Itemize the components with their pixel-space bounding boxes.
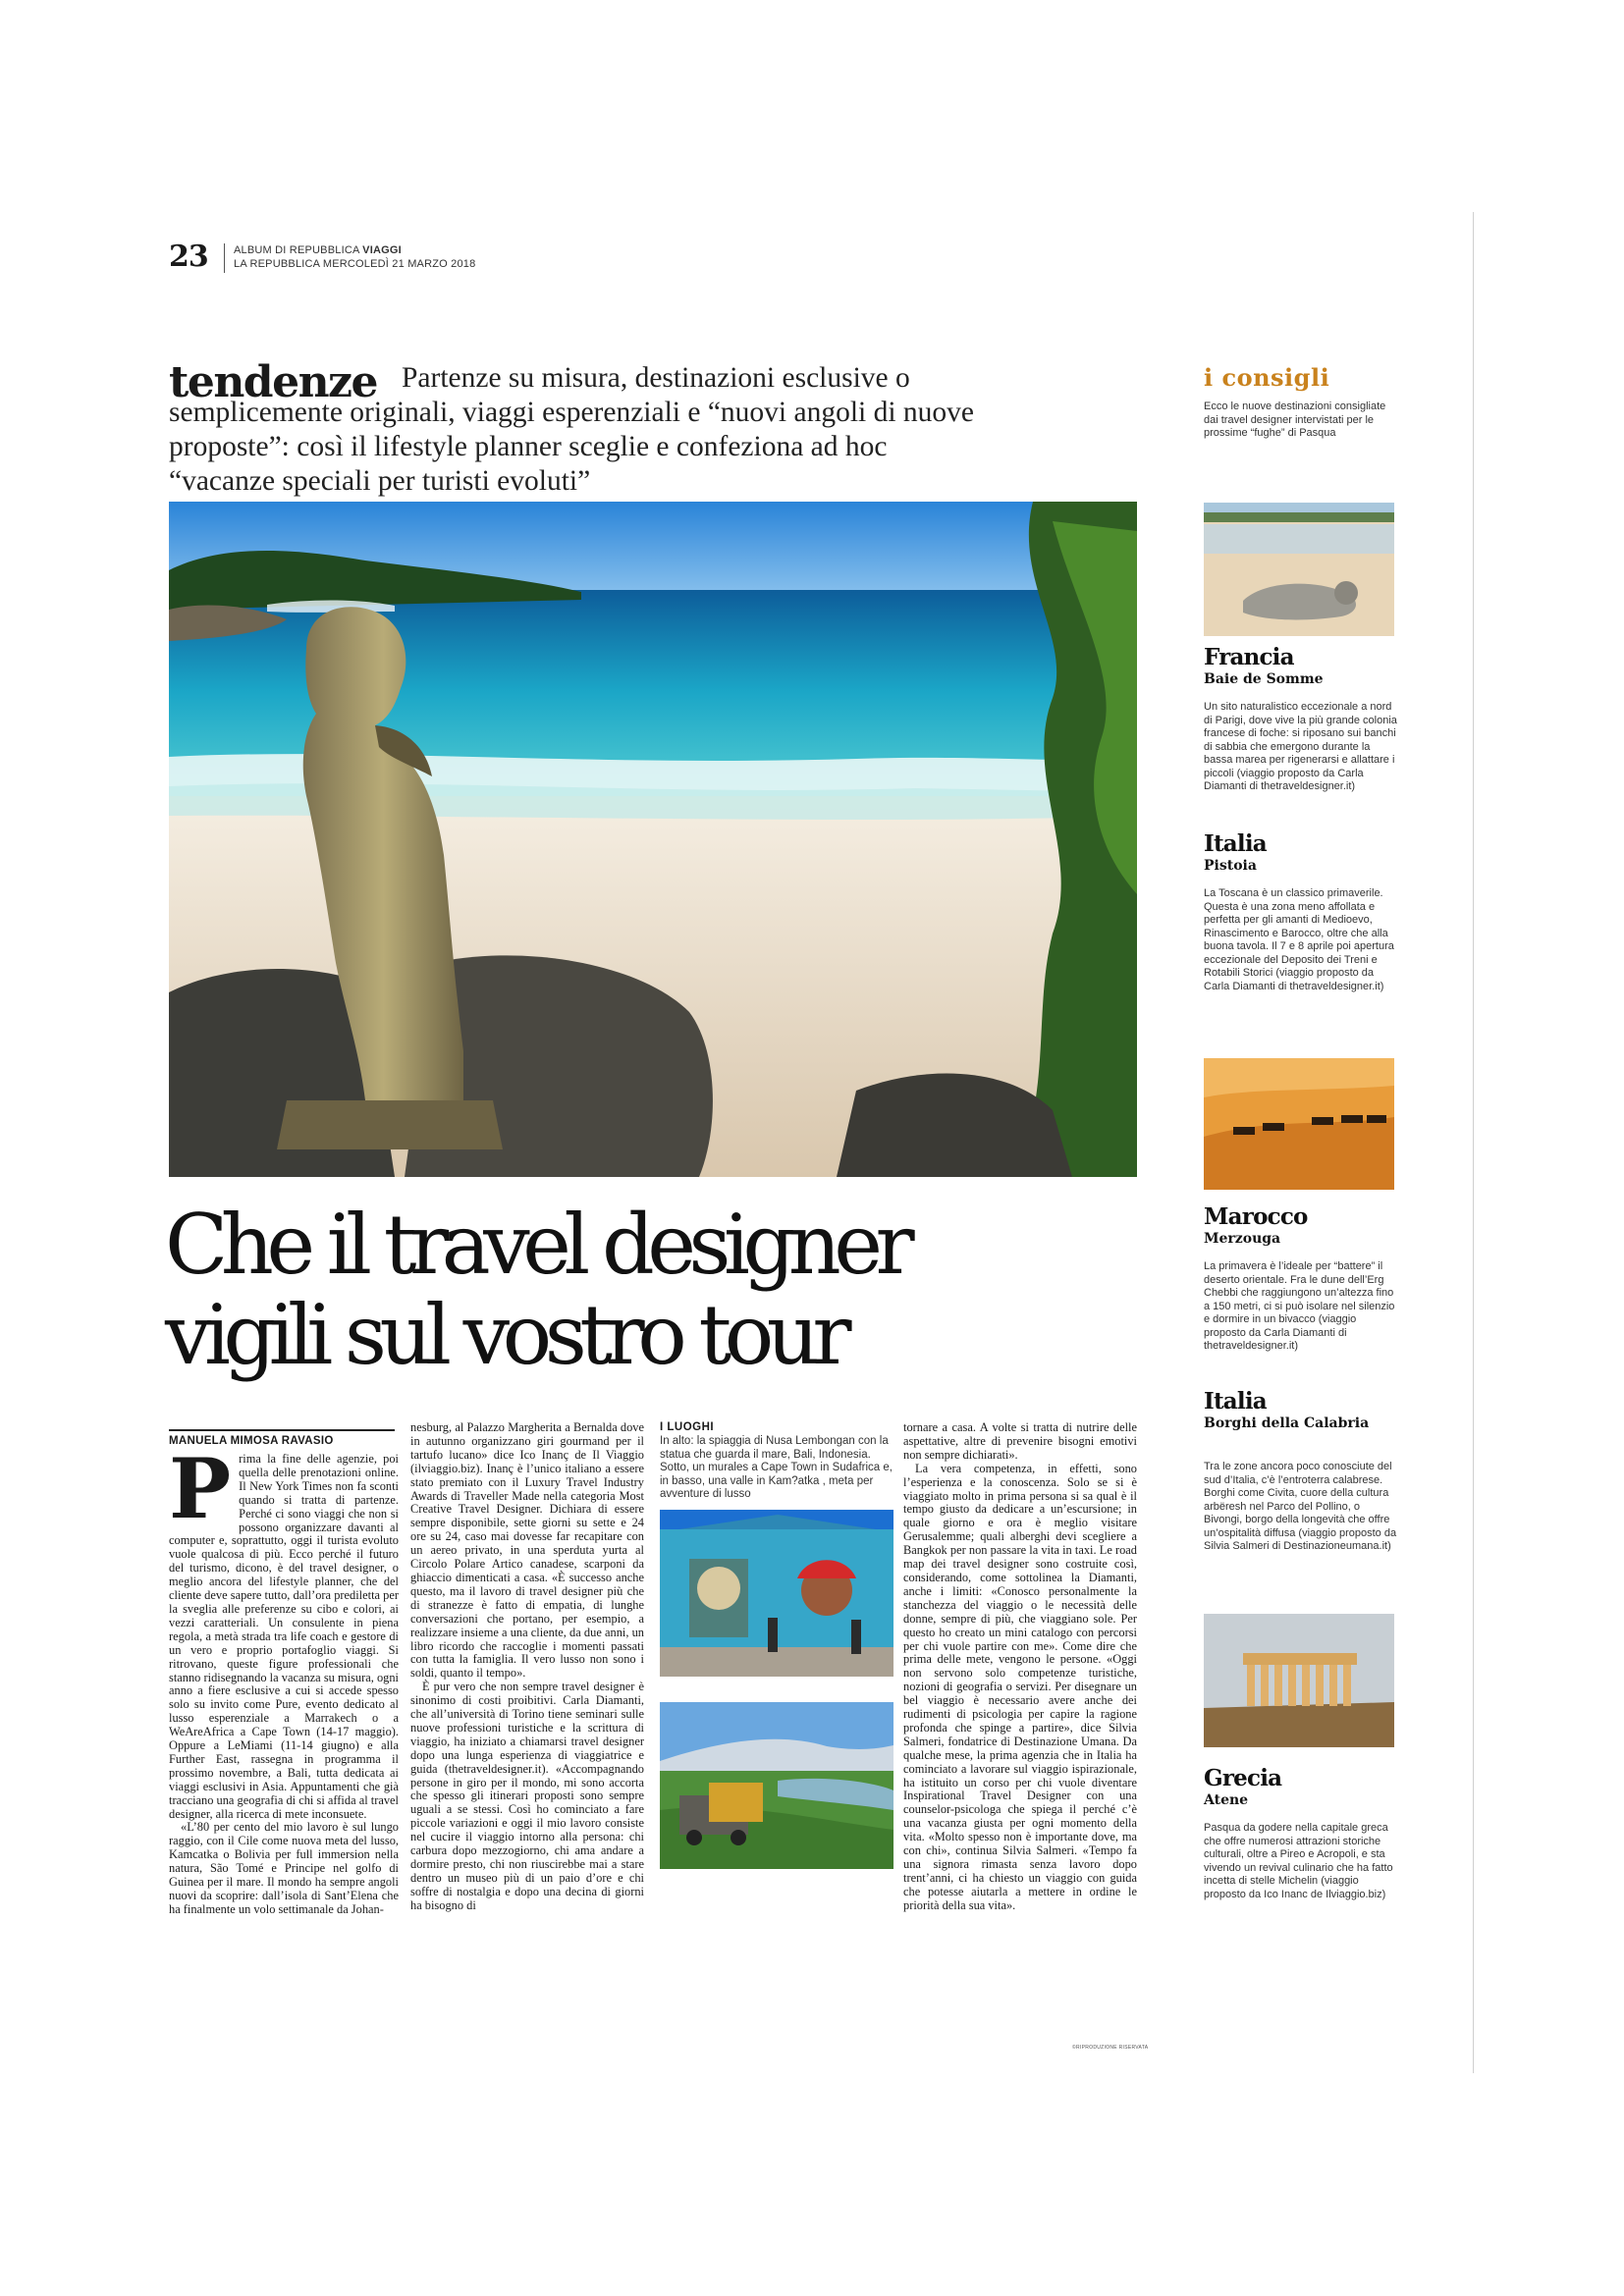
hero-photo-beach-statue — [169, 502, 1137, 1177]
header-divider — [224, 243, 225, 273]
article-deck: Partenze su misura, destinazioni esclusive o semplicemente originali, viaggi esperenziali e “nuovi angoli di nuove proposte”: così il lifestyle planner sceglie e confeziona ad hoc “vacanze speciali per turisti evoluti” — [169, 362, 975, 497]
copyright-notice: ©RIPRODUZIONE RISERVATA — [1072, 2045, 1149, 2051]
page-edge-rule — [1473, 212, 1474, 2073]
byline: MANUELA MIMOSA RAVASIO — [169, 1435, 334, 1447]
sidebar-city: Pistoia — [1204, 858, 1257, 874]
photo-athens-parthenon — [1204, 1614, 1394, 1747]
sidebar-country: Francia — [1204, 644, 1294, 670]
sidebar-city: Merzouga — [1204, 1231, 1281, 1247]
article-headline — [165, 1197, 1147, 1383]
sidebar-country: Italia — [1204, 1388, 1267, 1415]
paragraph: tornare a casa. A volte si tratta di nutrire delle aspettative, altre di prevenire bisogni emotivi non sempre dichiarati». — [903, 1420, 1137, 1462]
caption-text: In alto: la spiaggia di Nusa Lembongan con la statua che guarda il mare, Bali, Indonesia. Sotto, un murales a Cape Town in Sudafrica e, in basso, una valle in Kam?atka , meta per avventure di lusso — [660, 1435, 893, 1500]
photo-kamchatka-valley — [660, 1702, 893, 1869]
sidebar-intro: Ecco le nuove destinazioni consigliate dai travel designer intervistati per le prossime “fughe” di Pasqua — [1204, 400, 1386, 439]
paragraph: La vera competenza, in effetti, sono l’esperienza e la conoscenza. Solo se si è viaggiato molto in prima persona si sa qual è il tempo giusto da dedicare a un’escursione; in quale giorno e ora è meglio visitare Gerusalemme; quali alberghi devi scegliere a Bangkok per non passare la vita in taxi. Le road map dei travel designer sono costruite così, considerando, come sottolinea la Diamanti, anche i limiti: «Conosco personalmente la stanchezza del viaggio o le necessità delle donne, sempre di più, che viaggiano sole. Per questo ho creato un mini catalogo con percorsi per chi vuole partire con me». Come dire che prima delle mete, vengono le persone. «Oggi non servono solo competenze turistiche, nozioni di geografia o servizi. Per disegnare un bel viaggio è necessario avere anche dei rudimenti di psicologia per capire la ragione profonda che spinge a partire», dice Silvia Salmeri, fondatrice di Destinazione Umana. Da qualche mese, la prima agenzia che in Italia ha cominciato a lavorare sul viaggio ispirazionale, ha istituito un corso per chi vuole diventare Inspirational Travel Designer con una counselor-psicologa che spiega il perché c’è una vacanza giusta per ogni momento della vita. «Molto spesso non è importante dove, ma con chi», continua Silvia Salmeri. «Tempo fa una signora rimasta senza lavoro dopo trent’anni, ci ha chiesto un viaggio con guida che potesse aiutarla a mettere in ordine le priorità della sua vita». — [903, 1461, 1137, 1912]
sidebar-country: Marocco — [1204, 1203, 1308, 1230]
sidebar-text: La primavera è l’ideale per “battere” il deserto orientale. Fra le dune dell’Erg Chebbi che raggiungono un’altezza fino a 150 metri, ci si può isolare nel silenzio e dormire in un bivacco (viaggio proposto da Carla Diamanti di thetraveldesigner.it) — [1204, 1260, 1395, 1352]
section-kicker: tendenze — [169, 357, 378, 407]
sidebar-city: Atene — [1204, 1792, 1249, 1808]
publication-name: ALBUM DI REPUBBLICA — [234, 244, 359, 256]
page-number: 23 — [169, 240, 208, 274]
paragraph: È pur vero che non sempre travel designer è sinonimo di costi proibitivi. Carla Diamanti, che all’università di Torino tiene seminari sulle nuove professioni turistiche e la scrittura di viaggio, ha iniziato a chiamarsi travel designer dopo una lunga esperienza di viaggiatrice e guida (thetraveldesigner.it). «Accompagnando persone in giro per il mondo, mi sono accorta che spesso gli itinerari proposti sono sempre uguali a se stessi. Così ho cominciato a fare piccole variazioni e oggi il mio lavoro consiste nel cucire il viaggio intorno alla persona: chi carbura dopo mezzogiorno, chi ama andare a dormire presto, chi non riuscirebbe mai a stare dentro un museo più di un paio d’ore e chi soffre di nostalgia e dopo una decina di giorni ha bisogno di — [410, 1680, 644, 1912]
sidebar-city: Baie de Somme — [1204, 671, 1324, 687]
article-column-3 — [903, 1421, 1137, 1913]
article-column-2 — [410, 1421, 644, 1913]
publication-date: LA REPUBBLICA MERCOLEDÌ 21 MARZO 2018 — [234, 258, 476, 270]
sidebar-text: Tra le zone ancora poco conosciute del sud d’Italia, c’è l’entroterra calabrese. Borghi come Civita, cuore della cultura arbëresh nel Parco del Pollino, o Bivongi, borgo della longevità che offre un’ospitalità diffusa (viaggio proposto da Silvia Salmeri di Destinazioneumana.it) — [1204, 1461, 1397, 1552]
sidebar-title: i consigli — [1204, 363, 1330, 392]
photo-merzouga-desert-camels — [1204, 1058, 1394, 1190]
sidebar-text: Pasqua da godere nella capitale greca che offre numerosi attrazioni storiche culturali, oltre a Pireo e Acropoli, e sta vivendo un revival culinario che ha fatto incetta di stelle Michelin (viaggio proposto da Ico Inanc de Ilviaggio.biz) — [1204, 1822, 1393, 1900]
sidebar-country: Grecia — [1204, 1765, 1282, 1791]
caption-title: I LUOGHI — [660, 1421, 715, 1433]
paragraph: nesburg, al Palazzo Margherita a Bernalda dove in autunno organizzano giri gourmand per il tartufo lucano» dice Ico Inanç de Il Viaggio (ilviaggio.biz). Inanç è l’unico italiano a essere stato premiato con il Luxury Travel Industry Awards di Traveller Made nella categoria Most Creative Travel Designer. Dichiara di essere sempre disponibile, sette giorni su sette e 24 ore su 24, caso mai dovesse far recapitare con un aereo privato, in una sperduta yurta al Circolo Polare Artico canadese, scarponi da ghiaccio dimenticati a casa. «È successo anche questo, ma il lavoro di travel designer più che di stranezze è fatto di empatia, di lunghe conversazioni che portano, per esempio, a realizzare insieme a una cliente, da due anni, un libro ricordo che raccoglie i momenti passati con tutta la famiglia. Il vero lusso non sono i soldi, quanto il tempo». — [410, 1420, 644, 1681]
sidebar-city: Borghi della Calabria — [1204, 1415, 1370, 1431]
section-name: VIAGGI — [362, 244, 402, 256]
headline-line-2: vigili sul vostro tour — [165, 1287, 845, 1383]
sidebar-text: Un sito naturalistico eccezionale a nord di Parigi, dove vive la più grande colonia francese di foche: si riposano sui banchi di sabbia che emergono durante la bassa marea per rigenerarsi e allattare i piccoli (viaggio proposto da Carla Diamanti di thetraveldesigner.it) — [1204, 701, 1397, 792]
sidebar-text: La Toscana è un classico primaverile. Questa è una zona meno affollata e perfetta per gli amanti di Medioevo, Rinascimento e Barocco, oltre che alla buona tavola. Il 7 e 8 aprile poi apertura eccezionale del Deposito dei Treni e Rotabili Storici (viaggio proposto da Carla Diamanti di thetraveldesigner.it) — [1204, 887, 1394, 992]
photo-baie-de-somme-seal — [1204, 503, 1394, 636]
drop-cap: P — [169, 1440, 232, 1537]
sidebar-country: Italia — [1204, 830, 1267, 857]
photo-cape-town-mural — [660, 1510, 893, 1677]
publication-header — [234, 243, 475, 271]
headline-line-1: Che il travel designer — [165, 1197, 908, 1293]
paragraph: «L’80 per cento del mio lavoro è sul lungo raggio, con il Cile come nuova meta del lusso, Kamcatka o Bolivia per full immersion nella natura, São Tomé e Principe nel golfo di Guinea per il mare. Il mondo ha sempre angoli nuovi da scoprire: dall’isola di Sant’Elena che ha finalmente un volo settimanale da Johan- — [169, 1820, 399, 1916]
byline-rule — [169, 1429, 395, 1431]
paragraph: Prima la fine delle agenzie, poi quella delle prenotazioni online. Il New York Times non fa sconti quando si tratta di partenze. Perché ci sono viaggi che non si possono organizzare davanti al computer e, soprattutto, oggi il turista evoluto vuole qualcosa di più. Ecco perché il futuro del turismo, dicono, è del travel designer, o meglio ancora del lifestyle planner, che del cliente deve sapere tutto, dall’ora prediletta per la sveglia alle preferenze su cibo e colori, ai vezzi caratteriali. Un consulente in piena regola, a metà strada tra life coach e gestore di un vero e proprio portafoglio viaggi. Si ritrovano, queste figure professionali che stanno ridisegnando la vacanza su misura, ogni anno a fiere esclusive a cui si accede spesso solo su invito come Pure, evento dedicato al lusso esperenziale a Marrakech o a WeAreAfrica a Cape Town (14-17 maggio). Oppure a LeMiami (11-14 giugno) e alla Further East, rassegna in programma il prossimo novembre, a Bali, tutta dedicata ai viaggi esclusivi in Asia. Appuntamenti che già tracciano una geografia di chi si affida al travel designer, alla ricerca di mete inconsuete. — [169, 1440, 399, 1821]
